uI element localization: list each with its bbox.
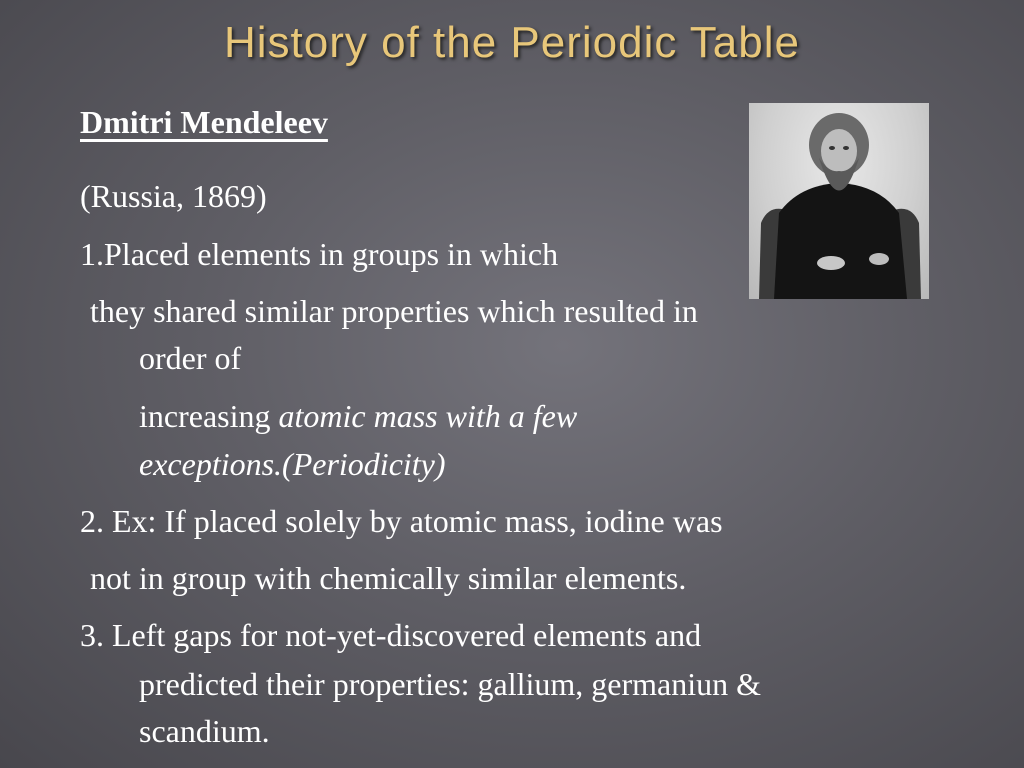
portrait-photo-icon [749,103,929,299]
slide-heading: Dmitri Mendeleev [80,104,328,140]
text-line-3: they shared similar properties which resulted in [90,293,698,329]
text-line-10: predicted their properties: gallium, germaniun & [139,666,762,702]
text-line-5-plain: increasing [139,398,279,434]
text-line-4: order of [139,340,242,376]
slide-title: History of the Periodic Table [223,18,800,67]
text-line-8: not in group with chemically similar elements. [90,560,687,596]
text-line-7: 2. Ex: If placed solely by atomic mass, iodine was [80,503,723,539]
text-line-2: 1.Placed elements in groups in which [80,236,559,272]
text-line-5-italic: atomic mass with a few [278,398,578,434]
portrait-illustration-icon [749,103,929,299]
text-line-1: (Russia, 1869) [80,178,267,214]
text-line-6-italic: exceptions.(Periodicity) [139,446,446,482]
text-line-6 [139,444,446,484]
text-line-5 [139,396,577,436]
text-line-9: 3. Left gaps for not-yet-discovered elements and [80,617,702,653]
text-line-11: scandium. [139,713,270,749]
